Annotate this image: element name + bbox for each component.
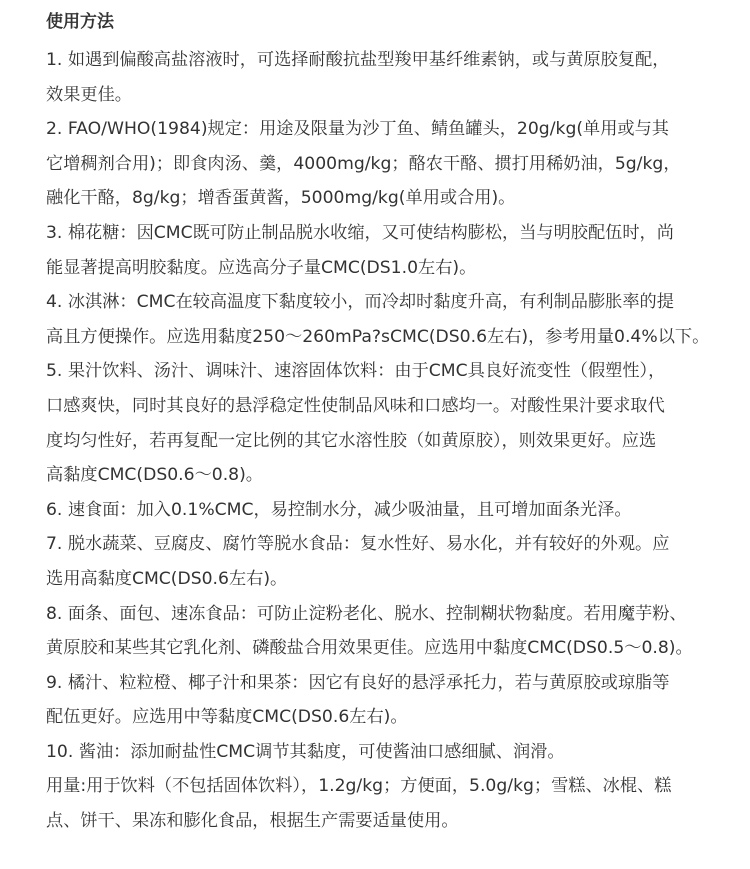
text-line: 度均匀性好，若再复配一定比例的其它水溶性胶（如黄原胶），则效果更好。应选: [46, 430, 657, 451]
text-line: 融化干酪，8g/kg；增香蛋黄酱，5000mg/kg(单用或合用)。: [46, 188, 516, 209]
section-title: 使用方法: [46, 12, 114, 32]
paragraph-5: [46, 354, 746, 492]
paragraph-dosage: [46, 769, 746, 838]
text-line: 用量:用于饮料（不包括固体饮料），1.2g/kg；方便面，5.0g/kg；雪糕、冰棍、糕: [46, 776, 672, 797]
text-line: 4. 冰淇淋：CMC在较高温度下黏度较小，而冷却时黏度升高，有利制品膨胀率的提: [46, 292, 674, 313]
text-line: 配伍更好。应选用中等黏度CMC(DS0.6左右)。: [46, 707, 408, 728]
text-line: 7. 脱水蔬菜、豆腐皮、腐竹等脱水食品：复水性好、易水化，并有较好的外观。应: [46, 534, 670, 555]
text-line: 点、饼干、果冻和膨化食品，根据生产需要适量使用。: [46, 811, 459, 832]
text-line: 2. FAO/WHO(1984)规定：用途及限量为沙丁鱼、鲭鱼罐头，20g/kg(单用或与其: [46, 119, 669, 140]
paragraph-9: [46, 666, 746, 735]
text-line: 选用高黏度CMC(DS0.6左右)。: [46, 568, 288, 589]
paragraph-1: [46, 43, 746, 112]
paragraph-4: [46, 285, 746, 354]
text-line: 3. 棉花糖：因CMC既可防止制品脱水收缩，又可使结构膨松，当与明胶配伍时，尚: [46, 222, 674, 243]
text-line: 口感爽快，同时其良好的悬浮稳定性使制品风味和口感均一。对酸性果汁要求取代: [46, 395, 665, 416]
text-line: 能显著提高明胶黏度。应选高分子量CMC(DS1.0左右)。: [46, 257, 477, 278]
text-line: 10. 酱油：添加耐盐性CMC调节其黏度，可使酱油口感细腻、润滑。: [46, 741, 565, 762]
paragraph-7: [46, 527, 746, 596]
text-line: 6. 速食面：加入0.1%CMC，易控制水分，减少吸油量，且可增加面条光泽。: [46, 499, 632, 520]
text-line: 9. 橘汁、粒粒橙、椰子汁和果茶：因它有良好的悬浮承托力，若与黄原胶或琼脂等: [46, 672, 670, 693]
document-body: [46, 8, 746, 839]
text-line: 高且方便操作。应选用黏度250～260mPa?sCMC(DS0.6左右)，参考用量0.4%以下。: [46, 326, 710, 347]
text-line: 8. 面条、面包、速冻食品：可防止淀粉老化、脱水、控制糊状物黏度。若用魔芋粉、: [46, 603, 687, 624]
paragraph-2: [46, 112, 746, 216]
text-line: 效果更佳。: [46, 84, 132, 105]
text-line: 5. 果汁饮料、汤汁、调味汁、速溶固体饮料：由于CMC具良好流变性（假塑性），: [46, 361, 666, 382]
text-line: 高黏度CMC(DS0.6～0.8)。: [46, 465, 263, 486]
paragraph-6: [46, 493, 746, 528]
text-line: 它增稠剂合用)；即食肉汤、羹，4000mg/kg；酪农干酪、掼打用稀奶油，5g/kg，: [46, 153, 681, 174]
paragraph-8: [46, 597, 746, 666]
text-line: 黄原胶和某些其它乳化剂、磷酸盐合用效果更佳。应选用中黏度CMC(DS0.5～0.8)。: [46, 638, 693, 659]
text-line: 1. 如遇到偏酸高盐溶液时，可选择耐酸抗盐型羧甲基纤维素钠，或与黄原胶复配，: [46, 50, 670, 70]
paragraph-10: [46, 735, 746, 770]
paragraph-3: [46, 216, 746, 285]
